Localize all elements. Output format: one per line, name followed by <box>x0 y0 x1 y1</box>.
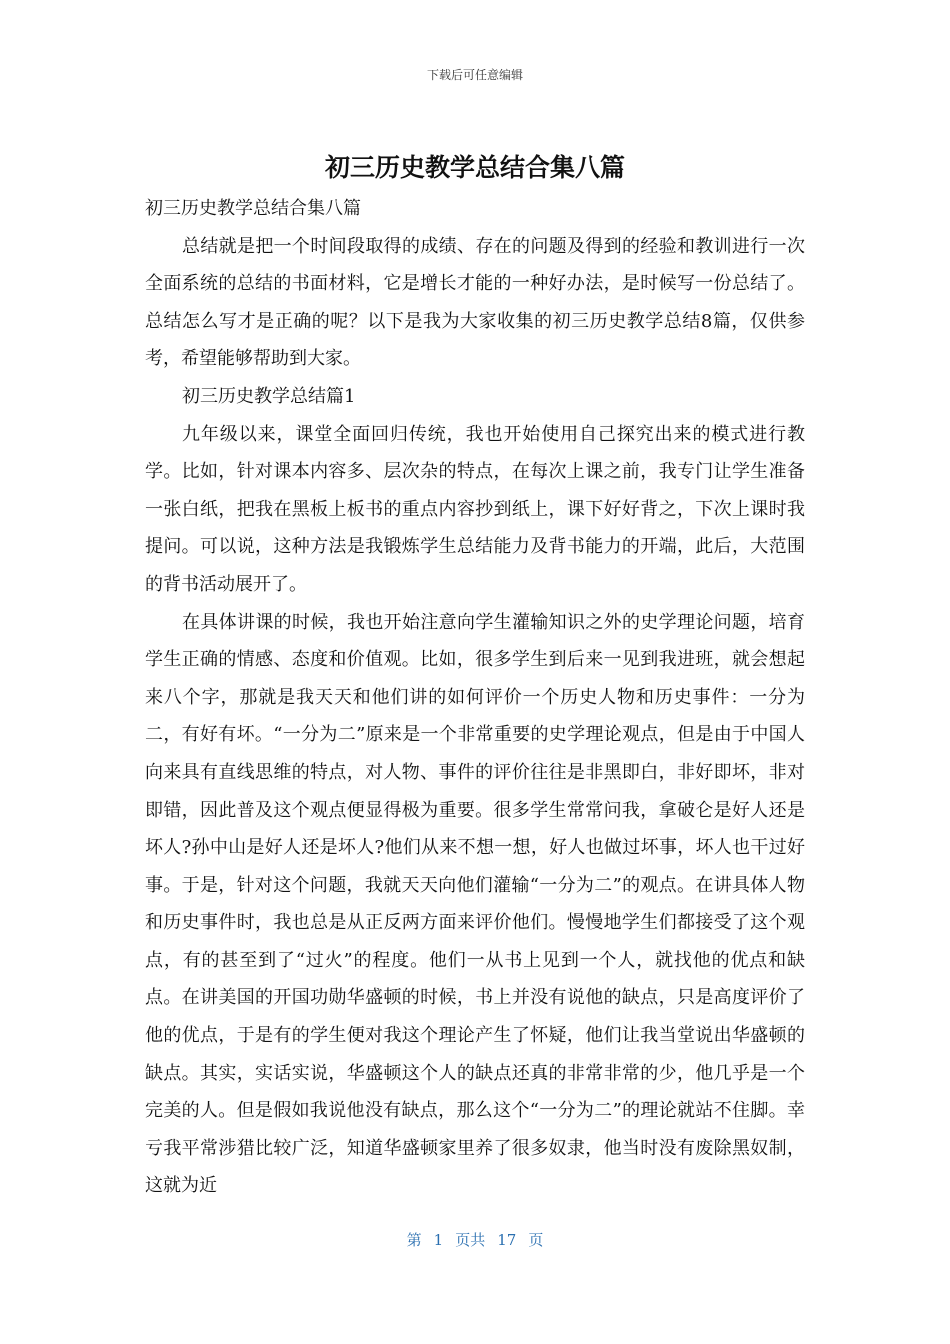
footer-page-number: 1 <box>433 1231 444 1249</box>
header-note: 下载后可任意编辑 <box>426 68 523 82</box>
document-body <box>145 190 805 1205</box>
subtitle-line: 初三历史教学总结合集八篇 <box>145 198 361 219</box>
footer-page-word: 第 <box>406 1231 422 1249</box>
footer-page-end: 页 <box>528 1231 544 1249</box>
page-footer <box>0 1229 950 1250</box>
footer-page-mid: 页共 <box>455 1231 486 1249</box>
body-paragraph: 在具体讲课的时候，我也开始注意向学生灌输知识之外的史学理论问题，培育学生正确的情感、态度和价值观。比如，很多学生到后来一见到我进班，就会想起来八个字，那就是我天天和他们讲的如何评价一个历史人物和历史事件：一分为二，有好有坏。“一分为二”原来是一个非常重要的史学理论观点，但是由于中国人向来具有直线思维的特点，对人物、事件的评价往往是非黑即白，非好即坏，非对即错，因此普及这个观点便显得极为重要。很多学生常常问我，拿破仑是好人还是坏人?孙中山是好人还是坏人?他们从来不想一想，好人也做过坏事，坏人也干过好事。于是，针对这个问题，我就天天向他们灌输“一分为二”的观点。在讲具体人物和历史事件时，我也总是从正反两方面来评价他们。慢慢地学生们都接受了这个观点，有的甚至到了“过火”的程度。他们一从书上见到一个人，就找他的优点和缺点。在讲美国的开国功勋华盛顿的时候，书上并没有说他的缺点，只是高度评价了他的优点，于是有的学生便对我这个理论产生了怀疑，他们让我当堂说出华盛顿的缺点。其实，实话实说，华盛顿这个人的缺点还真的非常非常的少，他几乎是一个完美的人。但是假如我说他没有缺点，那么这个“一分为二”的理论就站不住脚。幸亏我平常涉猎比较广泛，知道华盛顿家里养了很多奴隶，他当时没有废除黑奴制，这就为近 <box>145 611 805 1197</box>
body-paragraph: 九年级以来，课堂全面回归传统，我也开始使用自己探究出来的模式进行教学。比如，针对课本内容多、层次杂的特点，在每次上课之前，我专门让学生准备一张白纸，把我在黑板上板书的重点内容抄到纸上，课下好好背之，下次上课时我提问。可以说，这种方法是我锻炼学生总结能力及背书能力的开端，此后，大范围的背书活动展开了。 <box>145 423 805 595</box>
section-heading: 初三历史教学总结篇1 <box>182 385 356 407</box>
page-title: 初三历史教学总结合集八篇 <box>324 153 625 182</box>
intro-paragraph: 总结就是把一个时间段取得的成绩、存在的问题及得到的经验和教训进行一次全面系统的总结的书面材料，它是增长才能的一种好办法，是时候写一份总结了。总结怎么写才是正确的呢？以下是我为大家收集的初三历史教学总结8篇，仅供参考，希望能够帮助到大家。 <box>145 235 805 370</box>
footer-total-pages: 17 <box>497 1231 517 1249</box>
